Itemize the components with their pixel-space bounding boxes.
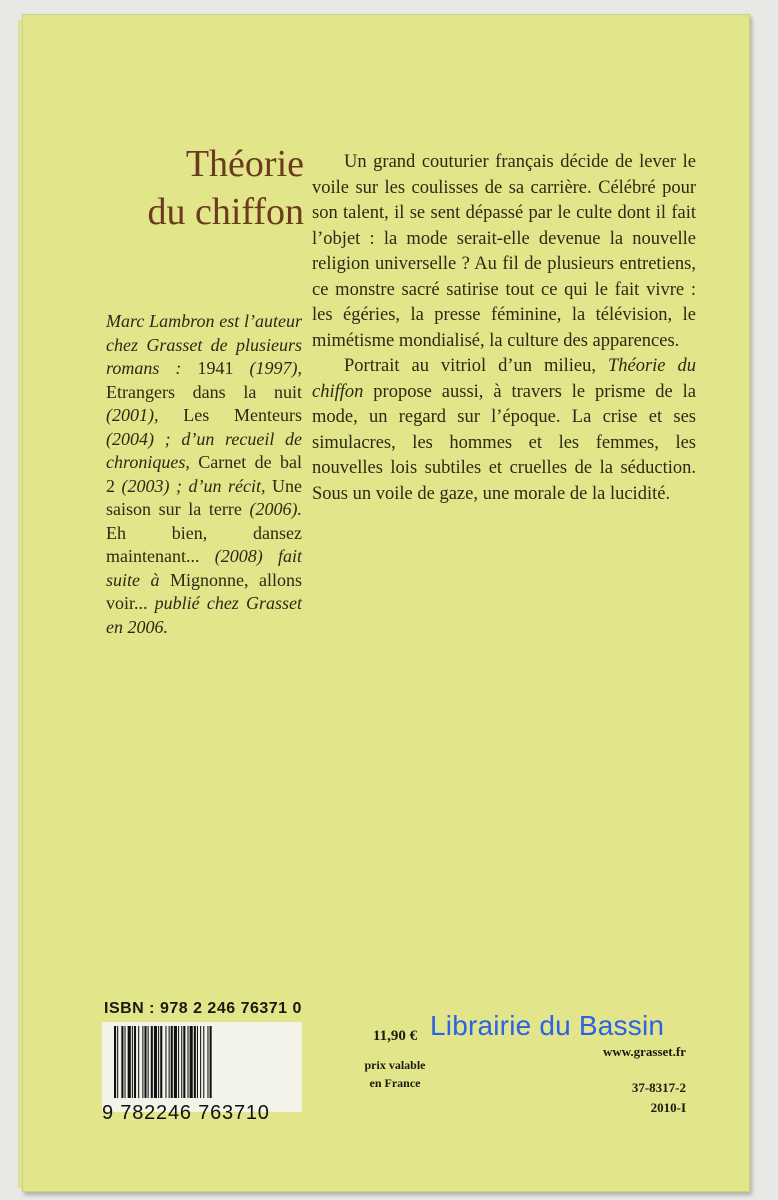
barcode-bar [151, 1026, 153, 1098]
bio-run: publié chez Grasset en 2006. [106, 593, 302, 637]
book-description [312, 150, 696, 507]
bio-run: Etrangers dans la nuit [106, 381, 302, 402]
barcode-bar [178, 1026, 179, 1098]
barcode-bar [117, 1026, 118, 1098]
bio-run: Eh bien, dansez maintenant... [106, 522, 302, 566]
publisher-code: 37-8317-2 [631, 1080, 686, 1095]
bio-run: 1941 [197, 358, 250, 378]
barcode-bar [114, 1026, 116, 1098]
barcode-bar [203, 1026, 204, 1098]
barcode-bar [181, 1026, 182, 1098]
publisher-website: www.grasset.fr [602, 1044, 686, 1059]
description-paragraph-2 [312, 354, 696, 507]
bio-run: (2006). [249, 499, 302, 519]
barcode-bar [128, 1026, 131, 1098]
barcode-bar [169, 1026, 170, 1098]
barcode-bar [194, 1026, 196, 1098]
price: 11,90 € [372, 1028, 418, 1044]
barcode-bar [190, 1026, 193, 1098]
barcode-bar [188, 1026, 189, 1098]
bio-run: Carnet de bal 2 [106, 452, 302, 496]
barcode-bar [210, 1026, 212, 1098]
edition-code: 2010-I [650, 1100, 686, 1115]
description-p2-start: Portrait au vitriol d’un milieu, [344, 356, 608, 376]
barcode-bar [183, 1026, 185, 1098]
barcode-digits: 9 782246 763710 [102, 1102, 270, 1124]
barcode-bar [197, 1026, 198, 1098]
bio-run: (2001), [106, 405, 184, 425]
price-note: prix valable en France [364, 1058, 426, 1090]
barcode-bar [125, 1026, 126, 1098]
barcode-bar [138, 1026, 139, 1098]
barcode-bar [174, 1026, 177, 1098]
barcode [102, 1022, 302, 1124]
barcode-bar [207, 1026, 208, 1098]
barcode-bar [134, 1026, 136, 1098]
bio-run: Marc Lambron est l’auteur chez Grasset de plusieurs romans : [106, 311, 302, 378]
barcode-bar [171, 1026, 173, 1098]
bio-run: (1997), [249, 358, 303, 378]
barcode-bar [142, 1026, 143, 1098]
bio-run: Une saison sur la terre [106, 475, 303, 519]
description-p2-end: propose aussi, à travers le prisme de la mode, un regard sur l’époque. La crise et ses simulacres, les hommes et les femmes, les nouvelles lois subtiles et cruelles de la séduction. Sous un voile de gaze, une morale de la lucidité. [312, 381, 696, 504]
description-p2-title: Théorie du chiffon [312, 356, 696, 402]
barcode-bar [132, 1026, 133, 1098]
barcode-bar [144, 1026, 146, 1098]
bio-run: Les Menteurs [183, 405, 302, 425]
bio-run: (2008) fait suite à [106, 546, 302, 590]
barcode-bar [200, 1026, 201, 1098]
barcode-bar [154, 1026, 157, 1098]
barcode-bar [165, 1026, 166, 1098]
bookseller-stamp: Librairie du Bassin [430, 1010, 665, 1041]
bio-run: (2004) ; d’un recueil de chroniques, [106, 428, 302, 472]
barcode-bars [112, 1026, 292, 1102]
bio-run: Mignonne, allons voir... [106, 569, 302, 613]
description-paragraph-1: Un grand couturier français décide de lever le voile sur les coulisses de sa carrière. Célébré pour son talent, il se sent dépassé par le culte dont il fait l’objet : la mode serait-elle devenue la nouvelle religion universelle ? Au fil de plusieurs entretiens, ce monstre sacré satirise tout ce qui le fait vivre : les égéries, la presse féminine, la télévision, le mimétisme mondialisé, la culture des apparences. [312, 152, 696, 351]
barcode-bar [121, 1026, 123, 1098]
book-title: Théorie du chiffon [147, 143, 304, 233]
author-bio [106, 310, 302, 639]
barcode-bar [160, 1026, 162, 1098]
barcode-bar [148, 1026, 149, 1098]
isbn-label: ISBN : 978 2 246 76371 0 [104, 1000, 302, 1017]
barcode-bar [158, 1026, 159, 1098]
bio-run: (2003) ; d’un récit, [121, 475, 273, 496]
